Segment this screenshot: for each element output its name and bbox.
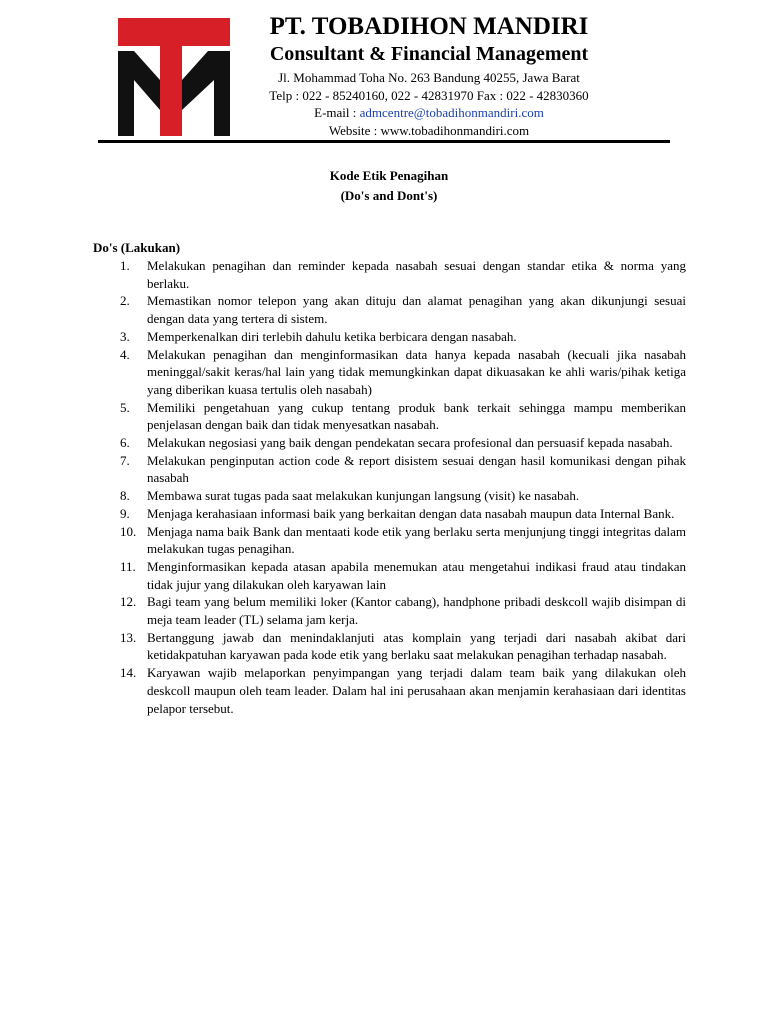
- list-item-text: Memastikan nomor telepon yang akan dituju dan alamat penagihan yang akan dikunjungi sesuai dengan data yang tertera di sistem.: [147, 293, 686, 327]
- logo-black-m: [118, 51, 160, 136]
- list-item-text: Bagi team yang belum memiliki loker (Kantor cabang), handphone pribadi deskcoll wajib disimpan di meja team leader (TL) selama jam kerja.: [147, 594, 686, 628]
- list-item: [120, 558, 686, 593]
- list-item-text: Membawa surat tugas pada saat melakukan kunjungan langsung (visit) ke nasabah.: [147, 488, 580, 504]
- list-item-text: Bertanggung jawab dan menindaklanjuti atas komplain yang terjadi dari nasabah akibat dari ketidakpatuhan karyawan pada kode etik yang berlaku saat melakukan penagihan terhadap nasabah.: [147, 629, 686, 663]
- list-item: [120, 629, 686, 664]
- list-item-text: Karyawan wajib melaporkan penyimpangan yang terjadi dalam team baik yang dilakukan oleh deskcoll maupun oleh team leader. Dalam hal ini perusahaan akan menjamin kerahasiaan dari identitas pelapor tersebut.: [147, 665, 686, 716]
- email-label: E-mail :: [314, 105, 360, 120]
- list-item: [120, 346, 686, 399]
- list-item-text: Melakukan negosiasi yang baik dengan pendekatan secara profesional dan persuasif kepada nasabah.: [147, 435, 673, 451]
- list-item: [120, 434, 686, 452]
- company-website: Website : www.tobadihonmandiri.com: [328, 122, 530, 138]
- list-item-text: Menjaga nama baik Bank dan mentaati kode etik yang berlaku serta menjunjung tinggi integritas dalam melakukan tugas penagihan.: [147, 523, 686, 557]
- company-name: PT. TOBADIHON MANDIRI: [269, 13, 589, 40]
- list-item: [120, 593, 686, 628]
- list-item-number: 4.: [120, 346, 130, 362]
- list-item-number: 10.: [120, 523, 137, 539]
- list-item-number: 2.: [120, 293, 130, 309]
- list-item-text: Memiliki pengetahuan yang cukup tentang produk bank terkait sehingga mampu memberikan penjelasan dengan baik dan tidak menyesatkan nasabah.: [147, 399, 686, 433]
- list-item-number: 9.: [120, 505, 130, 521]
- list-item-text: Melakukan penagihan dan reminder kepada nasabah sesuai dengan standar etika & norma yang berlaku.: [147, 258, 686, 291]
- list-item-number: 6.: [120, 435, 130, 451]
- logo-red-bar: [118, 18, 230, 46]
- list-item-number: 1.: [120, 258, 130, 273]
- company-phone: Telp : 022 - 85240160, 022 - 42831970 Fax : 022 - 42830360: [269, 87, 589, 103]
- section-heading: Do's (Lakukan): [93, 240, 181, 255]
- list-item-text: Menginformasikan kepada atasan apabila menemukan atau mengetahui indikasi fraud atau tindakan tidak jujur yang dilakukan oleh karyawan lain: [147, 558, 686, 592]
- list-item-text: Menjaga kerahasiaan informasi baik yang berkaitan dengan data nasabah maupun data Internal Bank.: [147, 505, 675, 521]
- list-item-number: 7.: [120, 452, 130, 468]
- list-item: [120, 399, 686, 434]
- document-subtitle: (Do's and Dont's): [340, 188, 438, 203]
- dos-list: [120, 257, 686, 717]
- list-item-number: 14.: [120, 665, 137, 681]
- list-item: [120, 328, 686, 346]
- list-item: [120, 664, 686, 717]
- list-item: [120, 452, 686, 487]
- company-tagline: Consultant & Financial Management: [269, 43, 589, 65]
- company-email-line: [230, 104, 628, 122]
- list-item: [120, 505, 686, 523]
- list-item-text: Melakukan penginputan action code & report disistem sesuai dengan hasil komunikasi dengan pihak nasabah: [147, 452, 686, 486]
- company-logo: [118, 18, 230, 136]
- list-item-text: Melakukan penagihan dan menginformasikan data hanya kepada nasabah (kecuali jika nasabah meninggal/sakit keras/hal lain yang tidak memungkinkan dapat dikuasakan ke ahli waris/pihak ketiga yang diberikan kuasa tertulis oleh nasabah): [147, 346, 686, 397]
- list-item: [120, 523, 686, 558]
- list-item-text: Memperkenalkan diri terlebih dahulu ketika berbicara dengan nasabah.: [147, 328, 517, 344]
- list-item-number: 3.: [120, 328, 130, 344]
- list-item: [120, 257, 686, 292]
- list-item-number: 12.: [120, 594, 137, 610]
- header-divider: [98, 140, 670, 143]
- list-item-number: 11.: [120, 558, 136, 574]
- document-title: Kode Etik Penagihan: [329, 168, 449, 183]
- logo-black-m-right: [182, 51, 230, 136]
- email-link[interactable]: admcentre@tobadihonmandiri.com: [359, 105, 544, 120]
- list-item: [120, 487, 686, 505]
- list-item: [120, 292, 686, 327]
- logo-red-stem: [160, 46, 182, 136]
- letterhead: [230, 12, 628, 139]
- company-address: Jl. Mohammad Toha No. 263 Bandung 40255, Jawa Barat: [278, 70, 580, 85]
- list-item-number: 8.: [120, 488, 130, 504]
- list-item-number: 13.: [120, 629, 137, 645]
- list-item-number: 5.: [120, 399, 130, 415]
